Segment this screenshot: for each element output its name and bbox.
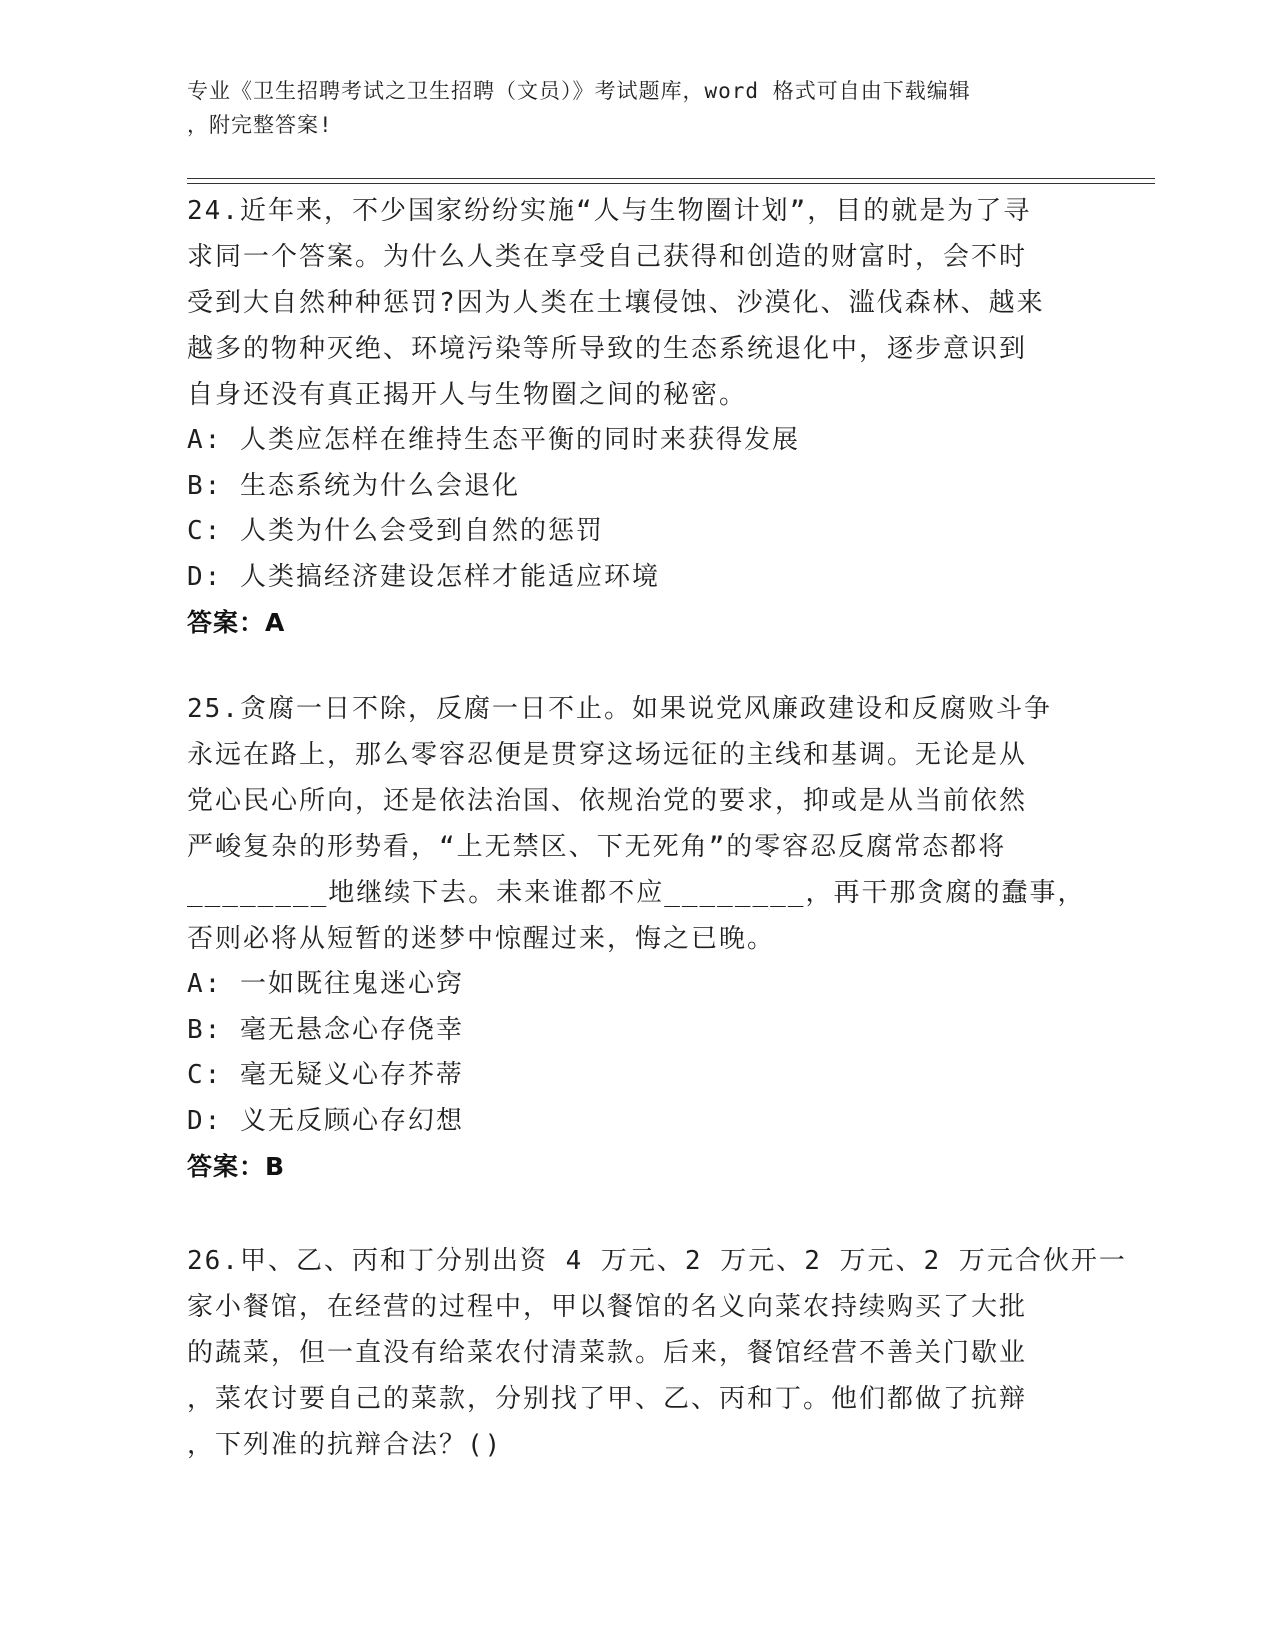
option-a: A: 一如既往鬼迷心窍: [187, 969, 464, 999]
answer-label: 答案：B: [187, 1152, 286, 1181]
question-text-line: 26.甲、乙、丙和丁分别出资 4 万元、2 万元、2 万元、2 万元合伙开一: [187, 1246, 1127, 1276]
question-text-line: 24.近年来，不少国家纷纷实施“人与生物圈计划”，目的就是为了寻: [187, 196, 1032, 226]
question-text-line: 25.贪腐一日不除，反腐一日不止。如果说党风廉政建设和反腐败斗争: [187, 694, 1052, 724]
question-text-line: 的蔬菜，但一直没有给菜农付清菜款。后来，餐馆经营不善关门歇业: [187, 1338, 1028, 1368]
option-b: B: 生态系统为什么会退化: [187, 470, 520, 501]
question-text-line: 党心民心所向，还是依法治国、依规治党的要求，抑或是从当前依然: [187, 786, 1028, 816]
option-d: D: 人类搞经济建设怎样才能适应环境: [187, 561, 660, 592]
option-d: D: 义无反顾心存幻想: [187, 1105, 464, 1136]
header-line-1: 专业《卫生招聘考试之卫生招聘（文员）》考试题库，word 格式可自由下载编辑: [187, 79, 971, 103]
option-b: B: 毫无悬念心存侥幸: [187, 1014, 464, 1045]
question-text-line: ________地继续下去。未来谁都不应________，再干那贪腐的蠢事，: [187, 878, 1086, 908]
question-text-line: 越多的物种灭绝、环境污染等所导致的生态系统退化中，逐步意识到: [187, 334, 1028, 364]
answer-label: 答案：A: [187, 608, 286, 637]
question-text-line: 家小餐馆，在经营的过程中，甲以餐馆的名义向菜农持续购买了大批: [187, 1292, 1028, 1322]
header-divider-bottom: [187, 183, 1155, 184]
question-text-line: 否则必将从短暂的迷梦中惊醒过来，悔之已晚。: [187, 924, 776, 954]
question-text-line: 求同一个答案。为什么人类在享受自己获得和创造的财富时，会不时: [187, 242, 1028, 272]
option-a: A: 人类应怎样在维持生态平衡的同时来获得发展: [187, 425, 800, 455]
option-c: C: 人类为什么会受到自然的惩罚: [187, 516, 604, 546]
question-text-line: ，菜农讨要自己的菜款，分别找了甲、乙、丙和丁。他们都做了抗辩: [187, 1384, 1028, 1414]
question-text-line: 自身还没有真正揭开人与生物圈之间的秘密。: [187, 380, 748, 410]
page-header: [187, 74, 1087, 142]
question-text-line: 严峻复杂的形势看，“上无禁区、下无死角”的零容忍反腐常态都将: [187, 832, 1007, 862]
question-25: [187, 686, 1087, 1190]
header-line-2: ，附完整答案!: [187, 113, 333, 137]
question-text-line: 受到大自然种种惩罚?因为人类在土壤侵蚀、沙漠化、滥伐森林、越来: [187, 288, 1045, 318]
question-text-line: ，下列准的抗辩合法？(): [187, 1430, 503, 1460]
header-divider-top: [187, 178, 1155, 179]
question-26: [187, 1238, 1127, 1468]
question-text-line: 永远在路上，那么零容忍便是贯穿这场远征的主线和基调。无论是从: [187, 740, 1028, 770]
question-24: [187, 188, 1087, 646]
option-c: C: 毫无疑义心存芥蒂: [187, 1060, 464, 1090]
